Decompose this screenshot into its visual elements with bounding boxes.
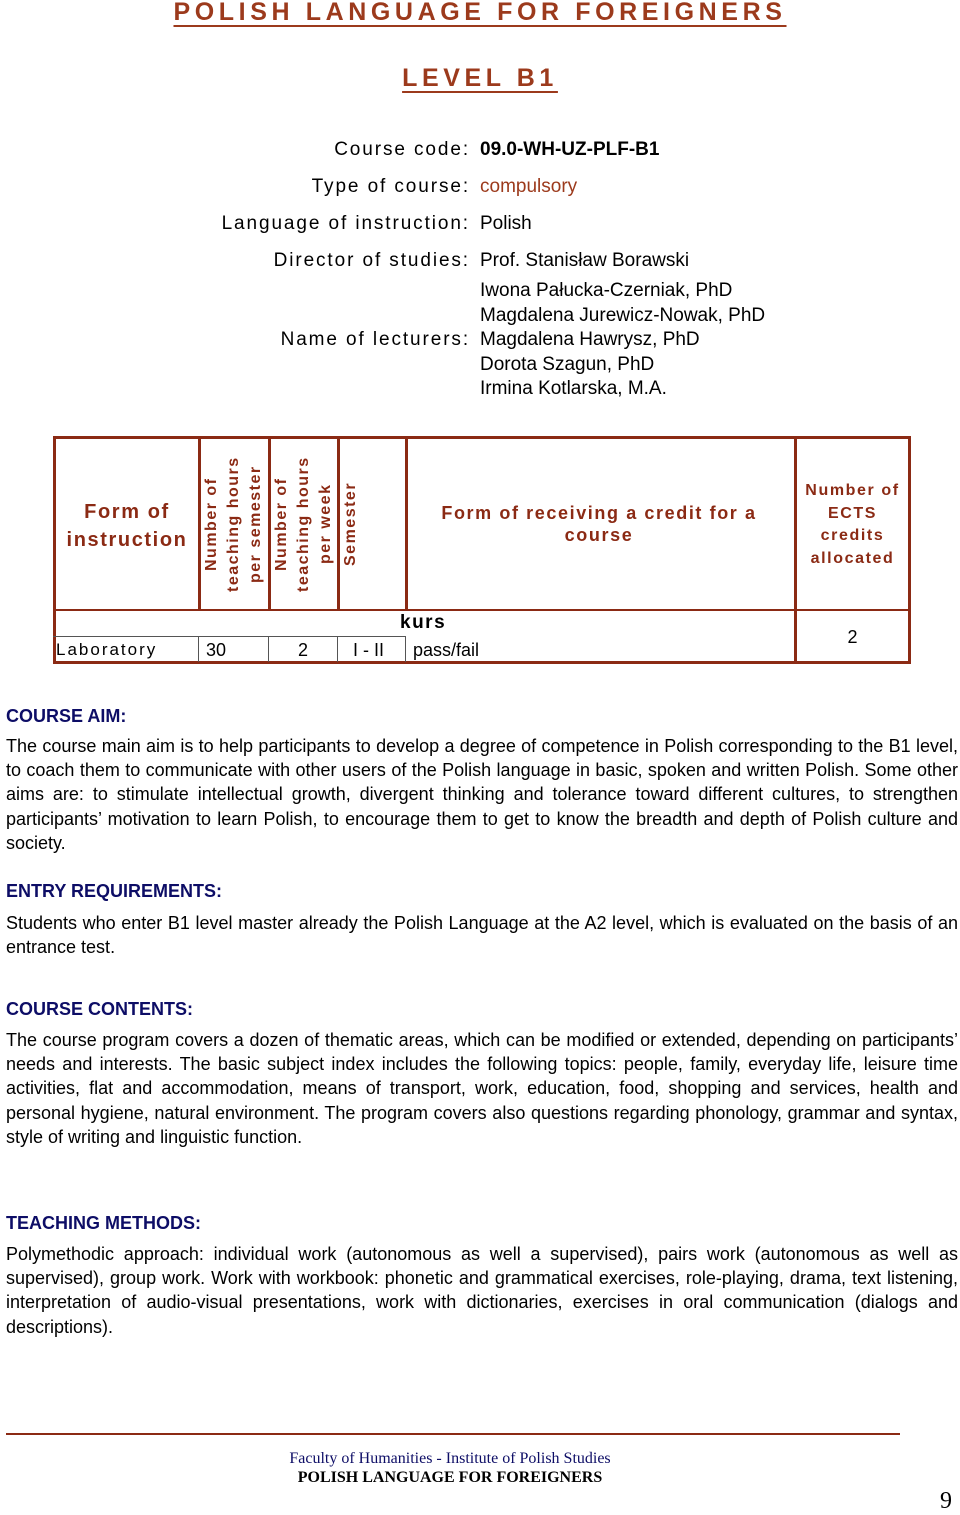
page-number: 9 [940,1488,952,1514]
lecturers-label: Name of lecturers: [280,329,470,350]
teaching-methods-text: Polymethodic approach: individual work (autonomous as well a supervised), pairs work (autonomous as well as supervised), group work. Work with workbook: phonetic and grammatical exercises, role-playing, drama, text listening, interpretation of audio-visual presentations, work with dictionaries, exercises in oral communication (dialogs and descriptions). [6,1244,958,1337]
lecturer-item: Magdalena Hawrysz, PhD [480,329,700,350]
row-form: Laboratory [56,640,158,659]
footer-divider [6,1433,900,1435]
header-semester: Semester [342,481,359,567]
lecturer-item: Dorota Szagun, PhD [480,354,655,375]
page-title: POLISH LANGUAGE FOR FOREIGNERS [173,0,787,26]
teaching-methods-heading: TEACHING METHODS: [6,1213,201,1233]
lecturer-item: Iwona Pałucka-Czerniak, PhD [480,280,733,301]
row-ects: 2 [847,627,858,647]
course-contents-heading: COURSE CONTENTS: [6,999,194,1019]
language-value: Polish [480,213,532,234]
row-semester: I - II [353,640,384,660]
course-contents-text: The course program covers a dozen of thematic areas, which can be modified or extended, depending on participants’ needs and interests. The basic subject index includes the following topics: people, family, everyday life, leisure time activities, flat and accommodation, means of transport, work, education, food, shopping and services, health and personal hygiene, natural environment. The program covers also questions regarding phonology, grammar and syntax, style of writing and linguistic function. [6,1030,958,1147]
course-code-value: 09.0-WH-UZ-PLF-B1 [480,139,660,160]
course-aim-heading: COURSE AIM: [6,706,127,726]
director-value: Prof. Stanisław Borawski [480,250,690,271]
header-form-of-instruction: Form of instruction [66,501,188,551]
level-title: LEVEL B1 [402,64,558,92]
footer-faculty: Faculty of Humanities - Institute of Polish Studies [289,1450,611,1467]
row-hours-week: 2 [298,640,309,660]
entry-requirements-text: Students who enter B1 level master already the Polish Language at the A2 level, which is evaluated on the basis of an entrance test. [6,913,958,958]
language-label: Language of instruction: [221,213,470,234]
header-hours-semester: Number of teaching hours per semester [203,456,264,592]
lecturer-item: Magdalena Jurewicz-Nowak, PhD [480,305,766,326]
header-hours-week: Number of teaching hours per week [273,456,334,592]
course-aim-text: The course main aim is to help participants to develop a degree of competence in Polish corresponding to the B1 level, to coach them to communicate with other users of the Polish language in basic, spoken and written Polish. Some other aims are: to stimulate intellectual growth, divergent thinking and tolerance toward different cultures, to strengthen participants’ motivation to learn Polish, to encourage them to get to know the breadth and depth of Polish culture and society. [6,736,958,853]
footer-course-name: POLISH LANGUAGE FOR FOREIGNERS [297,1469,603,1486]
director-label: Director of studies: [273,250,470,271]
table-subheader: kurs [400,612,447,633]
entry-requirements-heading: ENTRY REQUIREMENTS: [6,881,223,901]
row-credit: pass/fail [413,640,480,660]
course-code-label: Course code: [334,139,470,160]
header-ects: Number of ECTS credits allocated [805,482,900,567]
row-hours-semester: 30 [206,640,227,660]
lecturer-item: Irmina Kotlarska, M.A. [480,378,667,399]
course-type-value: compulsory [480,176,578,197]
header-credit-form: Form of receiving a credit for a course [441,503,757,545]
course-type-label: Type of course: [311,176,470,197]
